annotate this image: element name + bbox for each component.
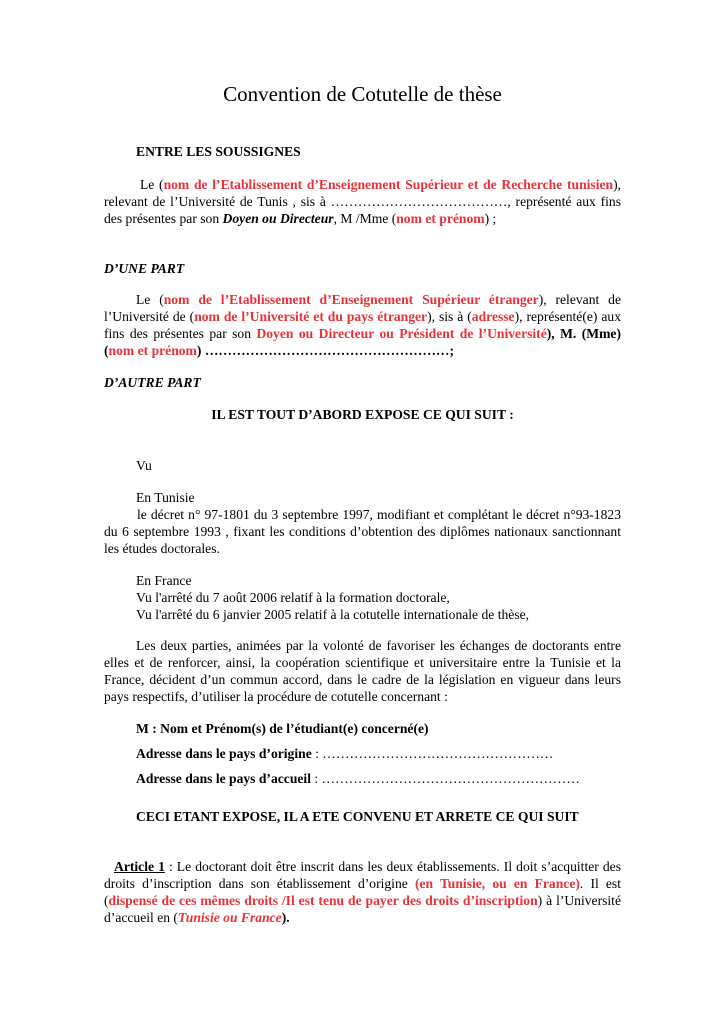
origin-address-label: Adresse dans le pays d’origine [136, 746, 312, 761]
parties-paragraph: Les deux parties, animées par la volonté de favoriser les échanges de doctorants entre elles et de renforcer, ainsi, la coopération scientifique et universitaire entre la Tunisie et la France, décident d’un commun accord, dans le cadre de la législation en vigueur dans leurs pays respectifs, d’utiliser la procédure de cotutelle concernant : [104, 638, 621, 704]
origin-address [136, 745, 621, 762]
student-name-label: M : Nom et Prénom(s) de l’étudiant(e) concerné(e) [136, 721, 429, 736]
p1-etablissement: nom de l’Etablissement d’Enseignement Supérieur et de Recherche tunisien [163, 177, 614, 192]
article-1-text-2: . Il est ( [104, 876, 621, 908]
p2-end: ) ………………………………………………; [196, 343, 455, 358]
tunisie-decret: le décret n° 97-1801 du 3 septembre 1997, modifiant et complétant le décret n°93-1823 du 6 septembre 1993 , fixant les conditions d’obtention des diplômes nationaux sanctionnant les études doctorales. [104, 507, 621, 556]
p2-mid2: ), sis à ( [427, 309, 472, 324]
france-line-1: Vu l'arrêté du 7 août 2006 relatif à la formation doctorale, [136, 590, 450, 605]
p2-nom-prenom: nom et prénom [108, 343, 197, 358]
dune-part: D’UNE PART [104, 261, 185, 276]
p1-le: Le ( [140, 177, 164, 192]
france-heading: En France [136, 573, 192, 588]
article-1-red-3: Tunisie ou France [177, 910, 282, 925]
dautre-part: D’AUTRE PART [104, 375, 201, 390]
article-1-paragraph [104, 858, 621, 926]
article-1-red-1: (en Tunisie, ou en France) [414, 876, 580, 891]
host-address [136, 770, 621, 787]
vu-label: Vu [136, 458, 152, 473]
article-1-red-2: dispensé de ces mêmes droits /Il est tenu de payer des droits d’inscription [108, 893, 538, 908]
article-1-text-3: ) à l’Université d’accueil en ( [104, 893, 621, 925]
p1-doyen: Doyen ou Directeur [222, 211, 334, 226]
p1-end: ) ; [484, 211, 497, 226]
tunisie-heading: En Tunisie [136, 490, 195, 505]
article-1-text-1: : Le doctorant doit être inscrit dans les deux établissements. Il doit s’acquitter des droits d’inscription dans son établissement d’origine [104, 859, 621, 891]
article-1-text-4: ). [281, 910, 290, 925]
p2-mid3: ), représenté(e) aux fins des présentes par son [104, 309, 621, 341]
host-address-value: : ………………………………………………… [310, 771, 580, 786]
p1-mid: ), relevant de l’Université de Tunis , sis à …………………………………, représenté aux fins des présentes par son [104, 177, 622, 226]
p2-adresse: adresse [471, 309, 515, 324]
party-two-paragraph [104, 291, 621, 359]
p2-le: Le ( [136, 292, 164, 307]
p1-mid2: , M /Mme ( [333, 211, 397, 226]
expose-heading: IL EST TOUT D’ABORD EXPOSE CE QUI SUIT : [211, 407, 514, 422]
p2-doyen: Doyen ou Directeur ou Président de l’Université [256, 326, 547, 341]
p2-etablissement: nom de l’Etablissement d’Enseignement Supérieur étranger [163, 292, 539, 307]
p1-nom-prenom: nom et prénom [396, 211, 485, 226]
article-1-label: Article 1 [114, 859, 165, 874]
p2-mid1: ), relevant de l’Université de ( [104, 292, 621, 324]
party-one-paragraph [104, 176, 621, 227]
p2-mid4: ), M. (Mme) ( [104, 326, 621, 358]
host-address-label: Adresse dans le pays d’accueil [136, 771, 311, 786]
origin-address-value: : …………………………………………… [311, 746, 554, 761]
ceci-heading: CECI ETANT EXPOSE, IL A ETE CONVENU ET ARRETE CE QUI SUIT [136, 809, 579, 824]
p2-universite: nom de l’Université et du pays étranger [194, 309, 428, 324]
document-title: Convention de Cotutelle de thèse [223, 82, 502, 106]
entre-heading: ENTRE LES SOUSSIGNES [136, 144, 301, 159]
france-line-2: Vu l'arrêté du 6 janvier 2005 relatif à la cotutelle internationale de thèse, [136, 607, 530, 622]
